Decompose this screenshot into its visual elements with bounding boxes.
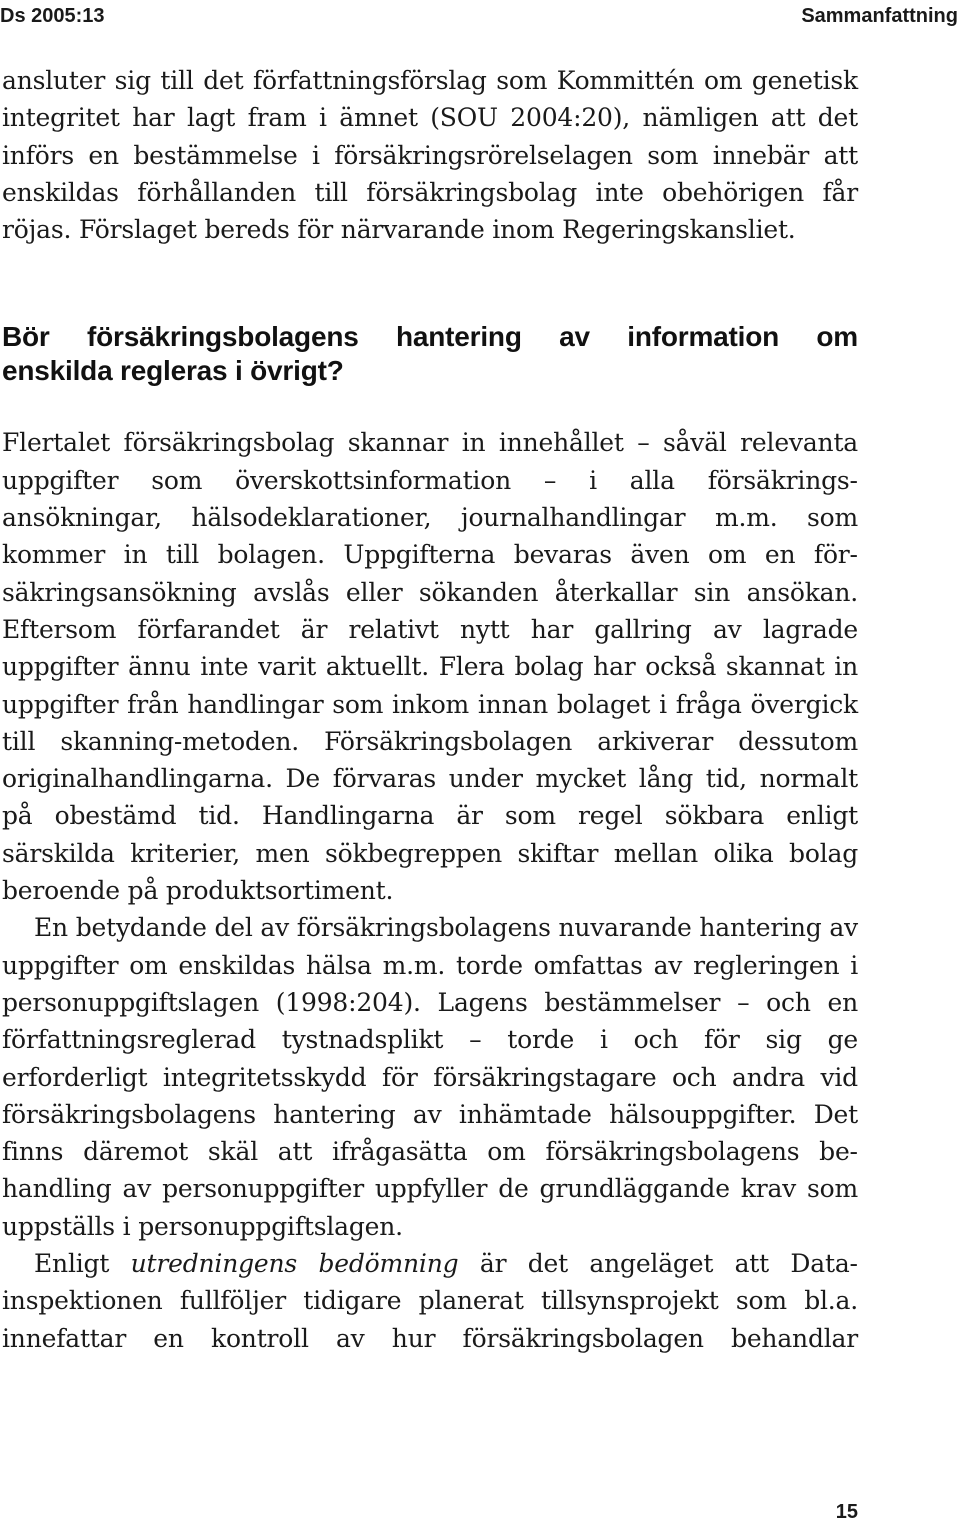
page-number: 15 — [835, 1501, 858, 1523]
intro-paragraph: ansluter sig till det författningsförslag som Kommittén om genetisk integritet har lagt fram i ämnet (SOU 2004:20), nämligen att det införs en bestämmelse i försäkringsrörelselagen som innebär att enskildas förhållanden till försäkringsbolag inte obehörigen får röjas. Förslaget bereds för närvarande inom Regeringskansliet. — [2, 66, 858, 245]
paragraph-3-lead: Enligt — [34, 1249, 131, 1279]
body-paragraph-2: En betydande del av försäkringsbolagens nuvarande hantering av uppgifter om enskildas hälsa m.m. torde omfattas av regleringen i personuppgiftslagen (1998:204). Lagens bestämmelser – och en författningsreglerad tystnadsplikt – torde i och för sig ge erforderligt integritetsskydd för försäkringstagare och andra vid försäkringsbolagens hantering av inhämtade hälsouppgifter. Det finns däremot skäl att ifrågasätta om försäkringsbolagens behandling av personuppgifter uppfyller de grundläggande krav som uppställs i personuppgiftslagen. — [2, 913, 858, 1241]
document-reference: Ds 2005:13 — [0, 5, 105, 27]
section-heading — [2, 320, 858, 388]
section-heading-line-2: enskilda regleras i övrigt? — [2, 355, 344, 387]
running-header — [0, 2, 960, 30]
section-heading-line-1: Bör försäkringsbolagens hantering av information om — [2, 321, 858, 353]
body-paragraph-1: Flertalet försäkringsbolag skannar in innehållet – såväl relevanta uppgifter som överskottsinformation – i alla försäkringsansökningar, hälsodeklarationer, journalhandlingar m.m. som kommer in till bolagen. Uppgifterna bevaras även om en försäkringsansökning avslås eller sökanden återkallar sin ansökan. Eftersom förfarandet är relativt nytt har gallring av lagrade uppgifter ännu inte varit aktuellt. Flera bolag har också skannat in uppgifter från handlingar som inkom innan bolaget i fråga övergick till skanning-metoden. Försäkringsbolagen arkiverar dessutom originalhandlingarna. De förvaras under mycket lång tid, normalt på obestämd tid. Handlingarna är som regel sökbara enligt särskilda kriterier, men sökbegreppen skiftar mellan olika bolag beroende på produktsortiment. — [2, 428, 858, 906]
page-body — [2, 62, 858, 1357]
body-paragraph-3 — [2, 1245, 858, 1357]
paragraph-3-rest: är det angeläget att Datainspektionen fullföljer tidigare planerat tillsynsprojekt som bl.a. innefattar en kontroll av hur försäkringsbolagen behandlar — [2, 1249, 858, 1353]
emphasis-assessment: utredningens bedömning — [130, 1249, 459, 1279]
section-title: Sammanfattning — [801, 5, 958, 27]
